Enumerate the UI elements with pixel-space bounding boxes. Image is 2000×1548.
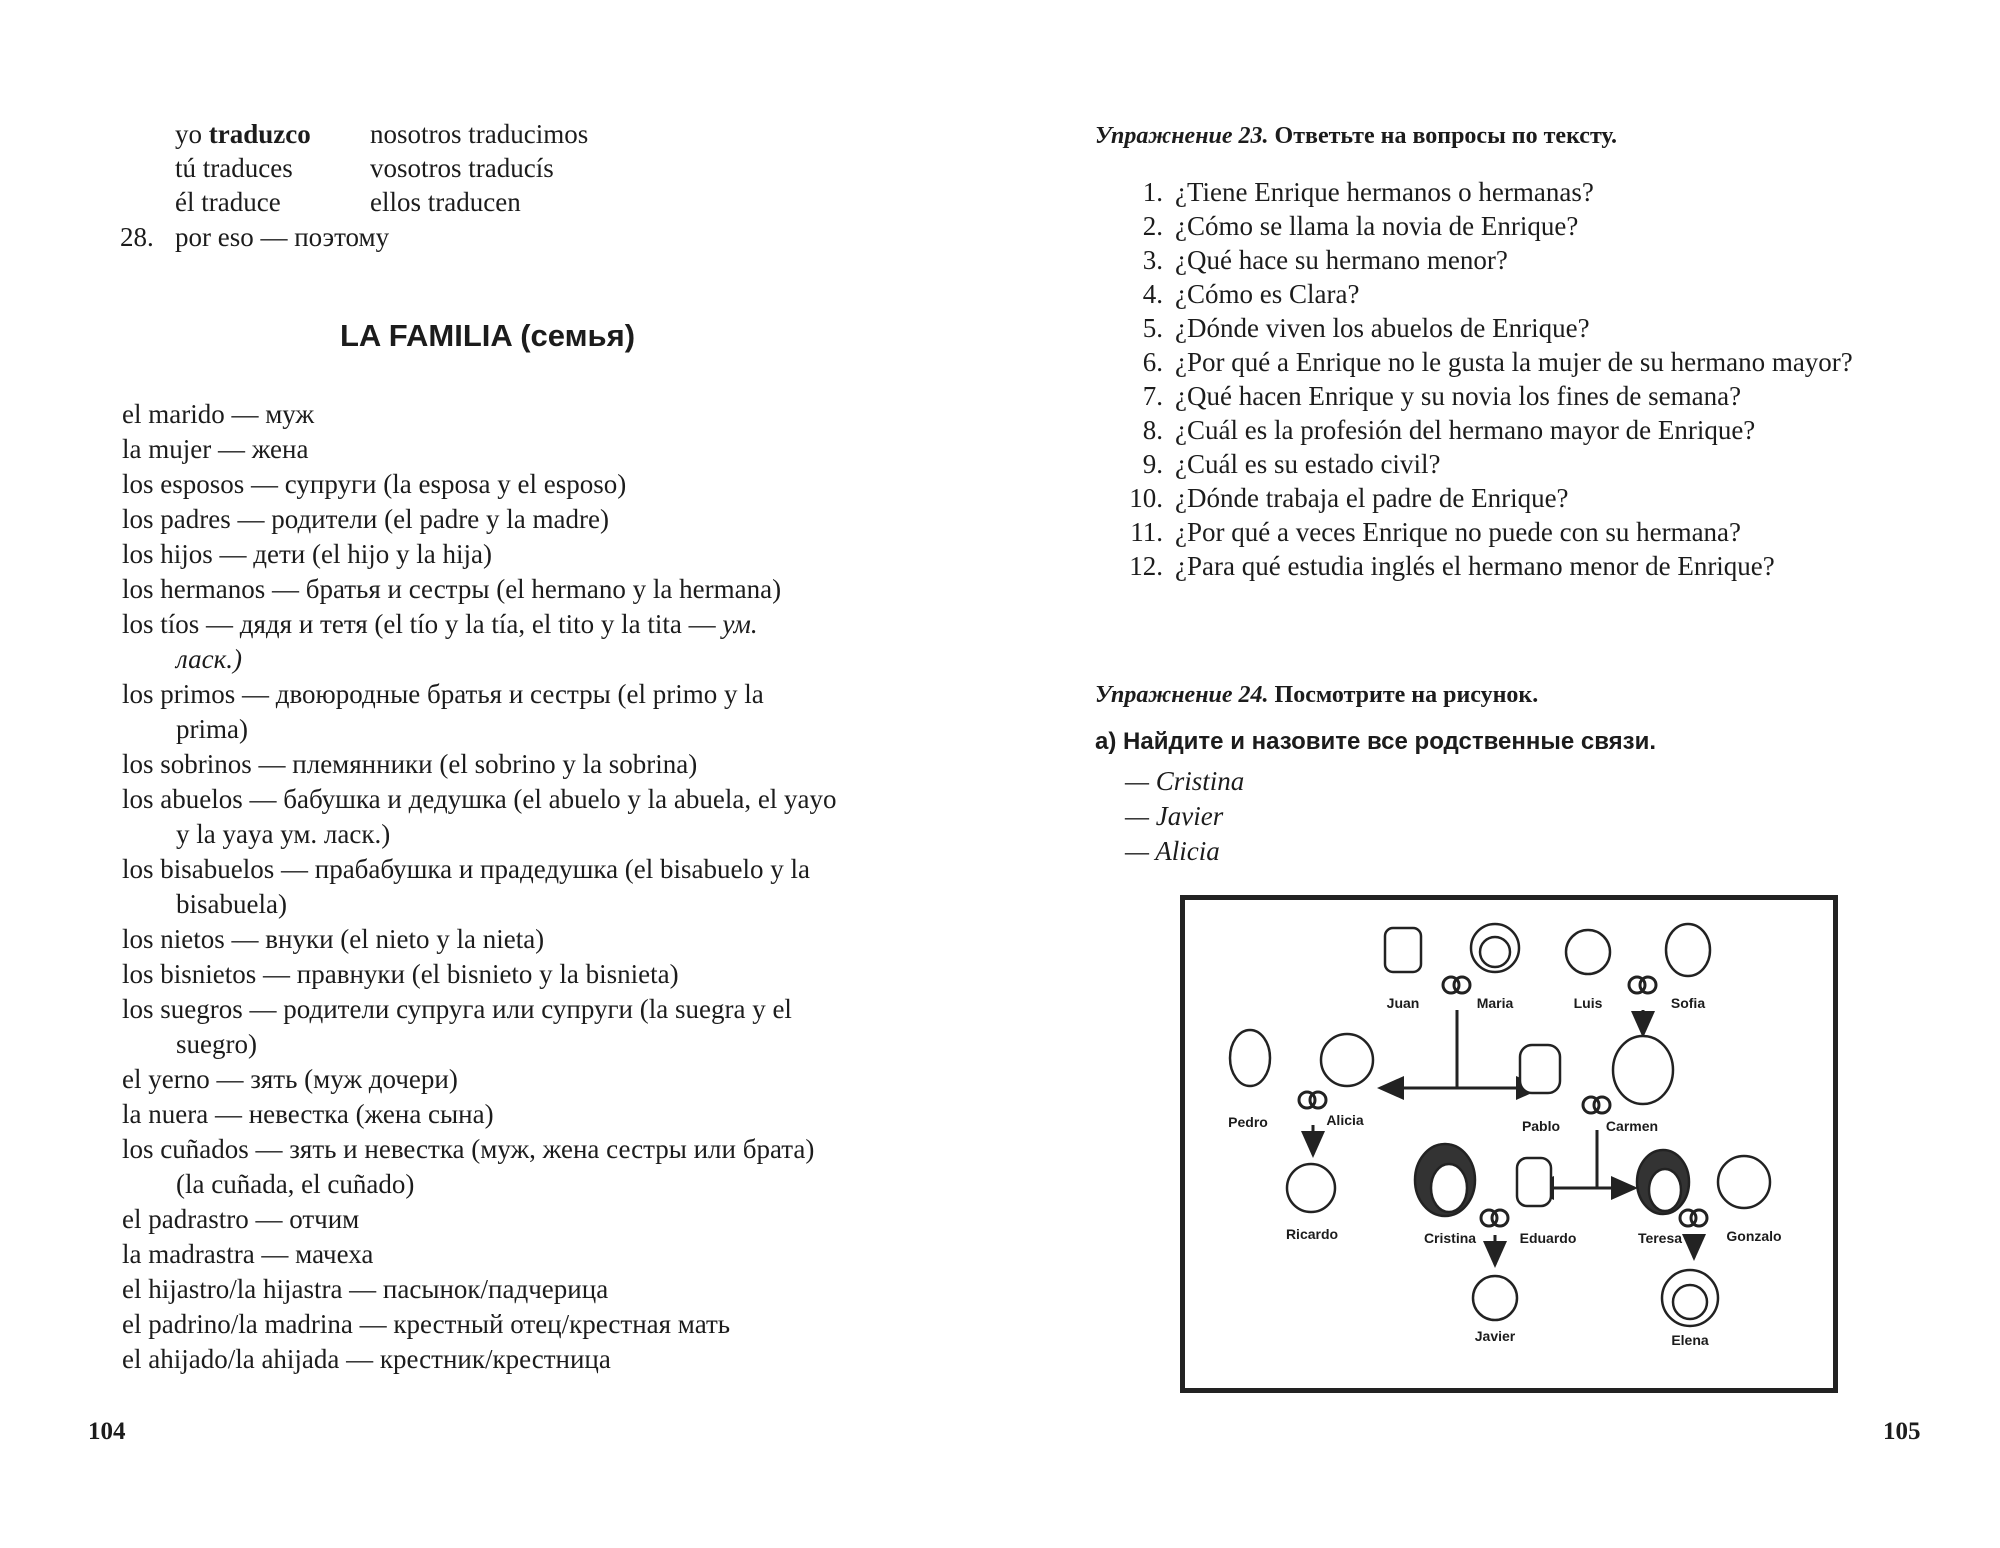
name-elena: Elena xyxy=(1671,1332,1709,1348)
conjugation-plural: nosotros traducimos xyxy=(370,119,589,149)
question-text: ¿Dónde viven los abuelos de Enrique? xyxy=(1175,313,1590,343)
family-tree-figure xyxy=(1180,895,1838,1393)
vocab-continuation: y la yaya ум. ласк.) xyxy=(176,819,391,849)
vocab-entry: los bisnietos — правнуки (el bisnieto y la bisnieta) xyxy=(122,959,679,989)
vocab-entry: la nuera — невестка (жена сына) xyxy=(122,1099,494,1129)
question-item xyxy=(1095,413,1925,447)
face-eduardo xyxy=(1517,1158,1551,1206)
vocab-entry: el marido — муж xyxy=(122,399,315,429)
question-text: ¿Qué hace su hermano menor? xyxy=(1175,245,1508,275)
question-number: 7. xyxy=(1142,381,1163,411)
name-pedro: Pedro xyxy=(1228,1114,1268,1130)
pronoun: yo xyxy=(175,119,202,149)
exercise-instruction: Посмотрите на рисунок. xyxy=(1274,682,1539,708)
name-pablo: Pablo xyxy=(1521,1118,1561,1134)
item-28-number: 28. xyxy=(120,222,154,252)
question-text: ¿Dónde trabaja el padre de Enrique? xyxy=(1175,483,1569,513)
vocab-entry: el padrastro — отчим xyxy=(122,1204,360,1234)
vocab-entry: los bisabuelos — прабабушка и прадедушка (el bisabuelo y la xyxy=(122,854,810,884)
question-number: 4. xyxy=(1142,279,1163,309)
vocab-continuation: bisabuela) xyxy=(176,889,287,919)
question-text: ¿Por qué a veces Enrique no puede con su hermana? xyxy=(1175,517,1742,547)
face-alicia xyxy=(1321,1034,1373,1086)
answer-item: — Javier xyxy=(1125,801,1224,831)
vocab-entry: el padrino/la madrina — крестный отец/крестная мать xyxy=(122,1309,731,1339)
vocab-continuation: (la cuñada, el cuñado) xyxy=(176,1169,415,1199)
vocab-entry xyxy=(122,607,912,642)
vocab-entry: el ahijado/la ahijada — крестник/крестница xyxy=(122,1344,611,1374)
exercise-instruction: Ответьте на вопросы по тексту. xyxy=(1274,123,1618,149)
question-list xyxy=(1095,175,1925,583)
question-item xyxy=(1095,345,1925,379)
question-text: ¿Para qué estudia inglés el hermano menor de Enrique? xyxy=(1175,551,1775,581)
face-sofia xyxy=(1666,924,1710,976)
vocab-entry: los hermanos — братья и сестры (el hermano y la hermana) xyxy=(122,574,782,604)
vocab-entry: la madrastra — мачеха xyxy=(122,1239,374,1269)
abbr: ум. xyxy=(722,609,758,639)
page-number: 105 xyxy=(1883,1418,1921,1445)
section-title: LA FAMILIA (семья) xyxy=(340,318,636,353)
verb-form: traduces xyxy=(202,153,293,183)
vocabulary-list xyxy=(122,397,912,1377)
verb-form: traduce xyxy=(201,187,281,217)
question-text: ¿Cómo es Clara? xyxy=(1175,279,1360,309)
question-number: 11. xyxy=(1130,517,1163,547)
item-28-text: por eso — поэтому xyxy=(175,222,390,252)
question-item xyxy=(1095,379,1925,413)
question-item xyxy=(1095,277,1925,311)
vocab-entry: el yerno — зять (муж дочери) xyxy=(122,1064,458,1094)
vocab-entry: los nietos — внуки (el nieto y la nieta) xyxy=(122,924,545,954)
answer-item: — Cristina xyxy=(1125,766,1245,796)
question-number: 3. xyxy=(1142,245,1163,275)
question-item xyxy=(1095,481,1925,515)
question-item xyxy=(1095,175,1925,209)
exercise-label: Упражнение 23. xyxy=(1095,123,1269,149)
vocab-entry: los hijos — дети (el hijo y la hija) xyxy=(122,539,492,569)
question-item xyxy=(1095,447,1925,481)
question-number: 6. xyxy=(1142,347,1163,377)
question-number: 5. xyxy=(1142,313,1163,343)
exercise-23-heading xyxy=(1095,123,1617,150)
vocab-line: los tíos — дядя и тетя (el tío y la tía, el tito y la tita — xyxy=(122,609,716,639)
name-eduardo: Eduardo xyxy=(1519,1230,1577,1246)
vocab-entry: los cuñados — зять и невестка (муж, жена сестры или брата) xyxy=(122,1134,815,1164)
abbr: ласк.) xyxy=(176,644,242,674)
question-text: ¿Qué hacen Enrique y su novia los fines de semana? xyxy=(1175,381,1742,411)
question-item xyxy=(1095,311,1925,345)
conjugation-plural: ellos traducen xyxy=(370,187,521,217)
question-number: 1. xyxy=(1142,177,1163,207)
question-item xyxy=(1095,515,1925,549)
face-gonzalo xyxy=(1718,1156,1770,1208)
family-tree-lines xyxy=(1185,900,1833,1388)
exercise-label: Упражнение 24. xyxy=(1095,682,1269,708)
vocab-entry: la mujer — жена xyxy=(122,434,309,464)
name-cristina: Cristina xyxy=(1423,1230,1477,1246)
question-number: 12. xyxy=(1129,551,1163,581)
vocab-entry: los primos — двоюродные братья и сестры (el primo y la xyxy=(122,679,764,709)
conjugation-row xyxy=(175,151,293,185)
name-maria: Maria xyxy=(1476,995,1514,1011)
name-javier: Javier xyxy=(1474,1328,1516,1344)
question-text: ¿Cómo se llama la novia de Enrique? xyxy=(1175,211,1579,241)
verb-form: traduzco xyxy=(208,119,311,149)
answer-item: — Alicia xyxy=(1125,836,1220,866)
vocab-continuation: prima) xyxy=(176,714,248,744)
name-gonzalo: Gonzalo xyxy=(1726,1228,1782,1244)
question-item xyxy=(1095,243,1925,277)
vocab-entry: los abuelos — бабушка и дедушка (el abuelo y la abuela, el yayo xyxy=(122,784,837,814)
name-sofia: Sofia xyxy=(1670,995,1706,1011)
question-item xyxy=(1095,549,1925,583)
vocab-entry: los suegros — родители супруга или супруги (la suegra y el xyxy=(122,994,792,1024)
question-number: 10. xyxy=(1129,483,1163,513)
pronoun: tú xyxy=(175,153,197,183)
face-ricardo xyxy=(1287,1164,1335,1212)
vocab-entry: los sobrinos — племянники (el sobrino y la sobrina) xyxy=(122,749,698,779)
conjugation-row xyxy=(175,117,311,151)
task-a: а) Найдите и назовите все родственные связи. xyxy=(1095,728,1656,755)
name-luis: Luis xyxy=(1573,995,1603,1011)
right-page xyxy=(1000,0,2000,1548)
exercise-24-heading xyxy=(1095,682,1538,709)
question-number: 9. xyxy=(1142,449,1163,479)
question-text: ¿Tiene Enrique hermanos o hermanas? xyxy=(1175,177,1594,207)
vocab-entry: los esposos — супруги (la esposa y el esposo) xyxy=(122,469,627,499)
vocab-continuation xyxy=(122,642,912,677)
face-pablo xyxy=(1520,1045,1560,1093)
question-text: ¿Cuál es la profesión del hermano mayor de Enrique? xyxy=(1175,415,1756,445)
vocab-continuation: suegro) xyxy=(176,1029,257,1059)
question-text: ¿Por qué a Enrique no le gusta la mujer de su hermano mayor? xyxy=(1175,347,1853,377)
page-number: 104 xyxy=(88,1418,126,1445)
name-teresa: Teresa xyxy=(1637,1230,1683,1246)
question-text: ¿Cuál es su estado civil? xyxy=(1175,449,1441,479)
name-ricardo: Ricardo xyxy=(1285,1226,1339,1242)
conjugation-plural: vosotros traducís xyxy=(370,153,554,183)
face-juan xyxy=(1385,928,1421,972)
face-luis xyxy=(1566,930,1610,974)
face-javier xyxy=(1473,1276,1517,1320)
vocab-entry: los padres — родители (el padre y la madre) xyxy=(122,504,609,534)
question-number: 8. xyxy=(1142,415,1163,445)
conjugation-row xyxy=(175,185,281,219)
answer-list xyxy=(1125,764,1244,869)
face-pedro xyxy=(1230,1030,1270,1086)
question-item xyxy=(1095,209,1925,243)
name-carmen: Carmen xyxy=(1605,1118,1659,1134)
name-alicia: Alicia xyxy=(1326,1112,1364,1128)
name-juan: Juan xyxy=(1386,995,1420,1011)
vocab-entry: el hijastro/la hijastra — пасынок/падчерица xyxy=(122,1274,609,1304)
question-number: 2. xyxy=(1142,211,1163,241)
pronoun: él xyxy=(175,187,195,217)
face-carmen xyxy=(1613,1036,1673,1104)
